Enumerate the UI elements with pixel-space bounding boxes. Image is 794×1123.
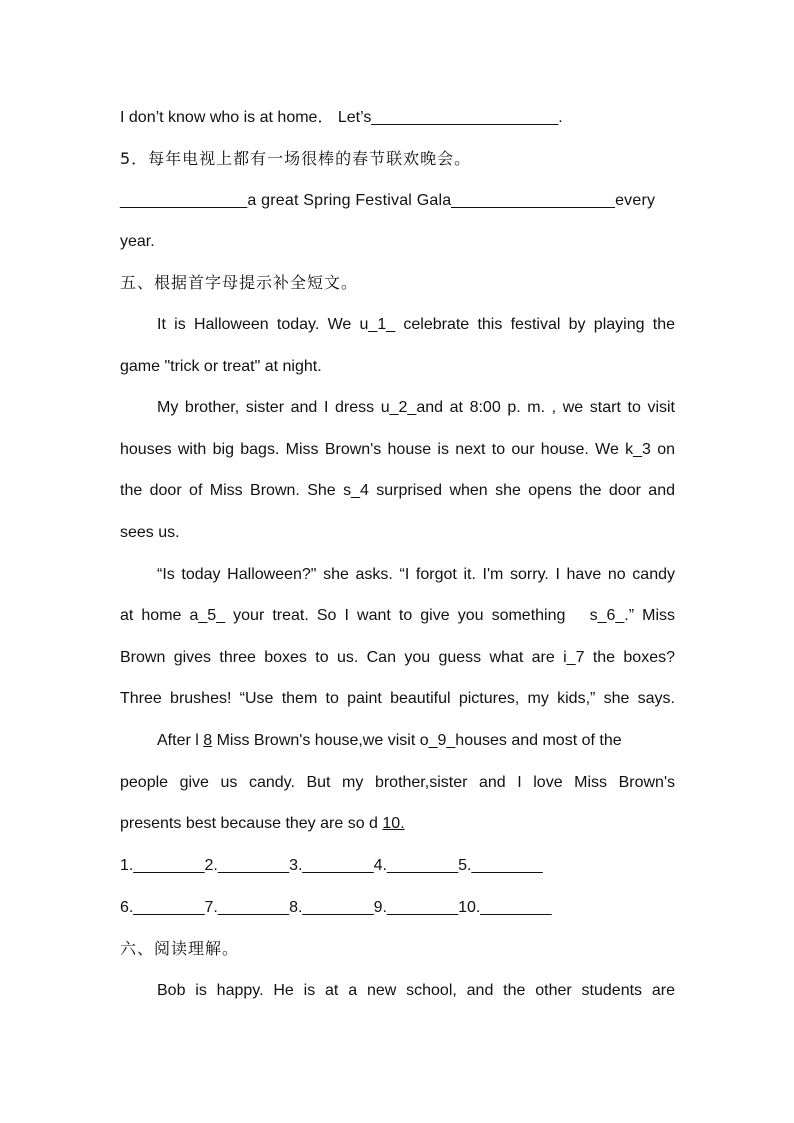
passage-line (157, 731, 675, 751)
passage-line: houses with big bags. Miss Brown's house is next to our house. We k_3 on (120, 441, 675, 458)
passage-line: game "trick or treat" at night. (120, 358, 322, 375)
passage-line: people give us candy. But my brother,sister and I love Miss Brown's (120, 774, 675, 791)
blank-number-8: 8 (203, 732, 213, 749)
passage-line: Brown gives three boxes to us. Can you guess what are i_7 the boxes? (120, 649, 675, 666)
passage-line: at home a_5_ your treat. So I want to give you something s_6_.” Miss (120, 607, 675, 624)
blank-number-10: 10. (382, 815, 405, 832)
passage-line: Bob is happy. He is at a new school, and the other students are (157, 982, 675, 999)
answer-blanks-row-2: 6.________7.________8.________9.________10.________ (120, 899, 552, 916)
section-6-heading: 六、阅读理解。 (120, 939, 240, 958)
passage-line: Three brushes! “Use them to paint beautiful pictures, my kids,” she says. (120, 690, 675, 707)
passage-line: It is Halloween today. We u_1_ celebrate this festival by playing the (157, 316, 675, 333)
passage-line: sees us. (120, 524, 180, 541)
answer-blanks-row-1: 1.________2.________3.________4.________5.________ (120, 857, 543, 874)
passage-text: Miss Brown's house,we visit o_9_houses and most of the (212, 732, 622, 749)
passage-line: “Is today Halloween?" she asks. “I forgot it. I'm sorry. I have no candy (157, 566, 675, 583)
section-5-heading: 五、根据首字母提示补全短文。 (120, 273, 359, 292)
passage-text: presents best because they are so d (120, 815, 383, 832)
sentence-dont-know: I don’t know who is at home． Let’s_____________________. (120, 109, 563, 126)
passage-line: My brother, sister and I dress u_2_and at 8:00 p. m. , we start to visit (157, 399, 675, 416)
question-5-blank-line: ______________a great Spring Festival Gala__________________every (120, 192, 656, 209)
question-5-prompt: 5．每年电视上都有一场很棒的春节联欢晚会。 (120, 149, 472, 168)
passage-text: After l (157, 732, 204, 749)
passage-line: the door of Miss Brown. She s_4 surprised when she opens the door and (120, 482, 675, 499)
question-5-blank-line-end: year. (120, 233, 155, 250)
passage-line (120, 814, 675, 834)
